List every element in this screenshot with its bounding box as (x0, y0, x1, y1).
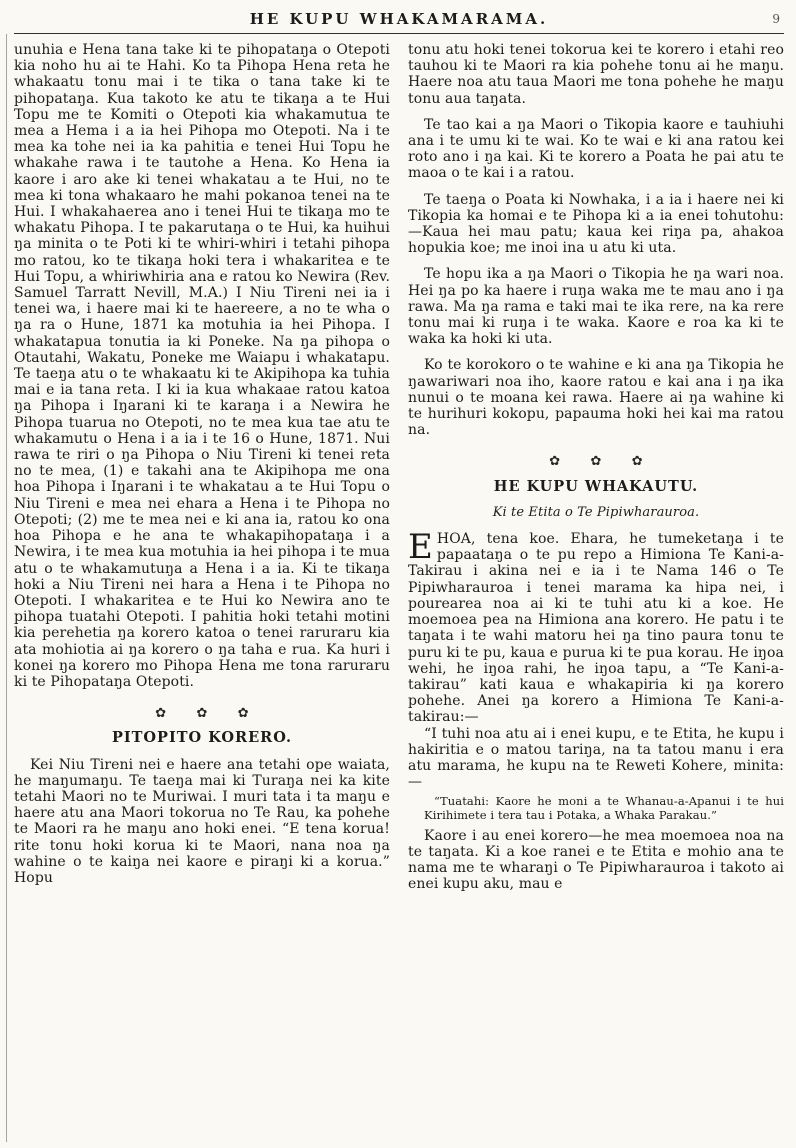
paragraph-continuation: tonu atu hoki tenei tokorua kei te korero i etahi reo tauhou ki te Maori ra kia pohehe tonu ai he maŋu. Haere noa atu taua Maori me tona pohehe he maŋu tonu aua taŋata. (408, 42, 784, 107)
page-number: 9 (772, 12, 780, 26)
letter-addressee-subheading: Ki te Etita o Te Pipiwharauroa. (492, 504, 700, 520)
letter-closing-paragraph: Kaore i au enei korero—he mea moemoea noa na te taŋata. Ki a koe ranei e te Etita e mohio ana te nama me te wharaŋi o Te Pipiwharauroa i takoto ai enei kupu aku, mau e (408, 827, 784, 893)
letter-opening-text: HOA, tena koe. Ehara, he tumeketaŋa i te papaataŋa o te pu repo a Himiona Te Kani-a-Takirau i akina nei e ia i te Nama 146 o Te Pipiwharauroa i tenei marama ka hipa nei, i pourearea noa ai ki te tuhi atu ki a koe. He moemoea pea na Himiona ana korero. He patu i te taŋata i te wahi matoru hei ŋa tino paura tonu te puru ki te pu, kaua e purua ki te pua korau. He iŋoa wehi, he iŋoa rahi, he iŋoa tapu, a “Te Kani-a-takirau” kati kaua e whakapiria ki ŋa korero pohehe. Anei ŋa korero a Himiona Te Kani-a-takirau:— (408, 531, 784, 726)
left-column (14, 42, 390, 892)
paragraph-tikopia-women: Ko te korokoro o te wahine e ki ana ŋa Tikopia he ŋawariwari noa iho, kaore ratou e kai ana i ŋa ika nunui o te moana kei rawa. Haere ai ŋa wahine ki te hurihuri kokopu, papauma hoki hei kai ma ratou na. (408, 357, 784, 439)
paragraph-tikopia-fishing: Te hopu ika a ŋa Maori o Tikopia he ŋa wari noa. Hei ŋa po ka haere i ruŋa waka me te mau ano i ŋa rawa. Ma ŋa rama e taki mai te ika rere, na ka rere tonu mai ki ruŋa i te waka. Kaore e roa ka ki te waka ka hoki ki uta. (408, 266, 784, 348)
letter-opening-paragraph (408, 527, 784, 726)
letter-quote-paragraph: “I tuhi noa atu ai i enei kupu, e te Etita, he kupu i hakiritia e o matou tariŋa, na ta tatou manu i era atu marama, he kupu na te Reweti Kohere, minita:— (408, 725, 784, 791)
floral-ornament-row: ✿ ✿ ✿ (549, 454, 643, 470)
page-title: HE KUPU WHAKAMARAMA. (249, 10, 549, 28)
drop-cap-initial: E (408, 527, 433, 568)
floral-ornament-row: ✿ ✿ ✿ (155, 706, 249, 722)
pitopito-paragraph: Kei Niu Tireni nei e haere ana tetahi ope waiata, he maŋumaŋu. Te taeŋa mai ki Turaŋa nei ka kite tetahi Maori no te Muriwai. I muri tata i ta maŋu e haere atu ana Maori tokorua no Te Rau, ka pohehe te Maori ra he maŋu ano hoki enei. “E tena korua! rite tonu hoki korua ki te Maori, nana noa ŋa wahine o te kaiŋa nei kaore e piraŋi ki a korua.” Hopu (14, 756, 390, 886)
paragraph-poata-instructions: Te taeŋa o Poata ki Nowhaka, i a ia i haere nei ki Tikopia ka homai e te Pihopa ki a ia enei tohutohu:—Kaua hei mau patu; kaua kei riŋa pa, ahakoa hopukia koe; me inoi ina u atu ki uta. (408, 191, 784, 257)
section-heading-he-kupu-whakautu: HE KUPU WHAKAUTU. (493, 477, 699, 495)
right-column (408, 42, 784, 892)
scan-edge-line (6, 34, 7, 1142)
article-continuation-paragraph: unuhia e Hena tana take ki te pihopataŋa o Otepoti kia noho hu ai te Hahi. Ko ta Pihopa Hena reta he whakaatu tonu mai i te tika o tana take ki te pihopataŋa. Kua takoto ke atu te tikaŋa a te Hui Topu me te Komiti o Otepoti kia whakamutua te mea a Hema i a ia hei Pihopa mo Otepoti. Na i te mea ka tohe nei ia ka pahitia e tenei Hui Topu he whakahe rawa i te tautohe a Hena. Ko Hena ia kaore i aro ake ki tenei whakatau a te Hui, no te mea ki tona whakaaro he mahi pokanoa tenei na te Hui. I whakahaerea ano i tenei Hui te tikaŋa mo te whakatu Pihopa. I te pakarutaŋa o te Hui, ka huihui ŋa minita o te Poti ki te whiri-whiri i tetahi pihopa mo ratou, ko te tikaŋa hoki tera i whakaritea e te Hui Topu, a whiriwhiria ana e ratou ko Newira (Rev. Samuel Tarratt Nevill, M.A.) I Niu Tireni nei ia i tenei wa, i haere mai ki te haereere, a no te wha o ŋa ra o Hune, 1871 ka motuhia ia hei Pihopa. I whakatapua tonutia ia ki Poneke. Na ŋa pihopa o Otautahi, Wakatu, Poneke me Waiapu i whakatapu. Te taeŋa atu o te whakaatu ki te Akipihopa ka tuhia mai e ia tana reta. I ki ia kua whakaae ratou katoa ŋa Pihopa i Iŋarani ki te karaŋa i a Newira he Pihopa tuarua no Otepoti, no te mea kua tae atu te whakamutu o Hena i a ia i te 16 o Hune, 1871. Nui rawa te riri o ŋa Pihopa o Niu Tireni ki tenei reta no te mea, (1) e takahi ana te Akipihopa me ona hoa Pihopa i Iŋarani i te whakatau a te Hui Topu o Niu Tireni e mea nei ehara a Hena i te Pihopa no Otepoti; (2) me te mea nei e ki ana ia, ratou ko ona hoa Pihopa e he ana te whakapihopataŋa i a Newira, i te mea kua motuhia ia hei pihopa i te mua atu o te whakamutuŋa a Hena i a ia. Ki te tikaŋa hoki a Niu Tireni nei hara a Hena i te Pihopa no Otepoti. I whakaritea e te Hui ko Newira ano te pihopa tuatahi Otepoti. I pahitia hoki tetahi motini kia perehetia ŋa korero katoa o tenei raruraru kia ata mohiotia ai ŋa korero o ŋa taha e rua. Ka huri i konei ŋa korero mo Pihopa Hena me tona raruraru ki te Pihopataŋa Otepoti. (14, 42, 390, 690)
letter-inner-quote: “Tuatahi: Kaore he moni a te Whanau-a-Apanui i te hui Kirihimete i tera tau i Potaka, a Whaka Parakau.” (424, 794, 784, 822)
section-heading-pitopito-korero: PITOPITO KORERO. (111, 729, 293, 747)
text-columns (14, 34, 784, 892)
paragraph-tikopia-cooking: Te tao kai a ŋa Maori o Tikopia kaore e tauhiuhi ana i te umu ki te wai. Ko te wai e ki ana ratou kei roto ano i ŋa kai. Ki te korero a Poata he pai atu te maoa o te kai i a ratou. (408, 116, 784, 182)
masthead (14, 6, 784, 28)
